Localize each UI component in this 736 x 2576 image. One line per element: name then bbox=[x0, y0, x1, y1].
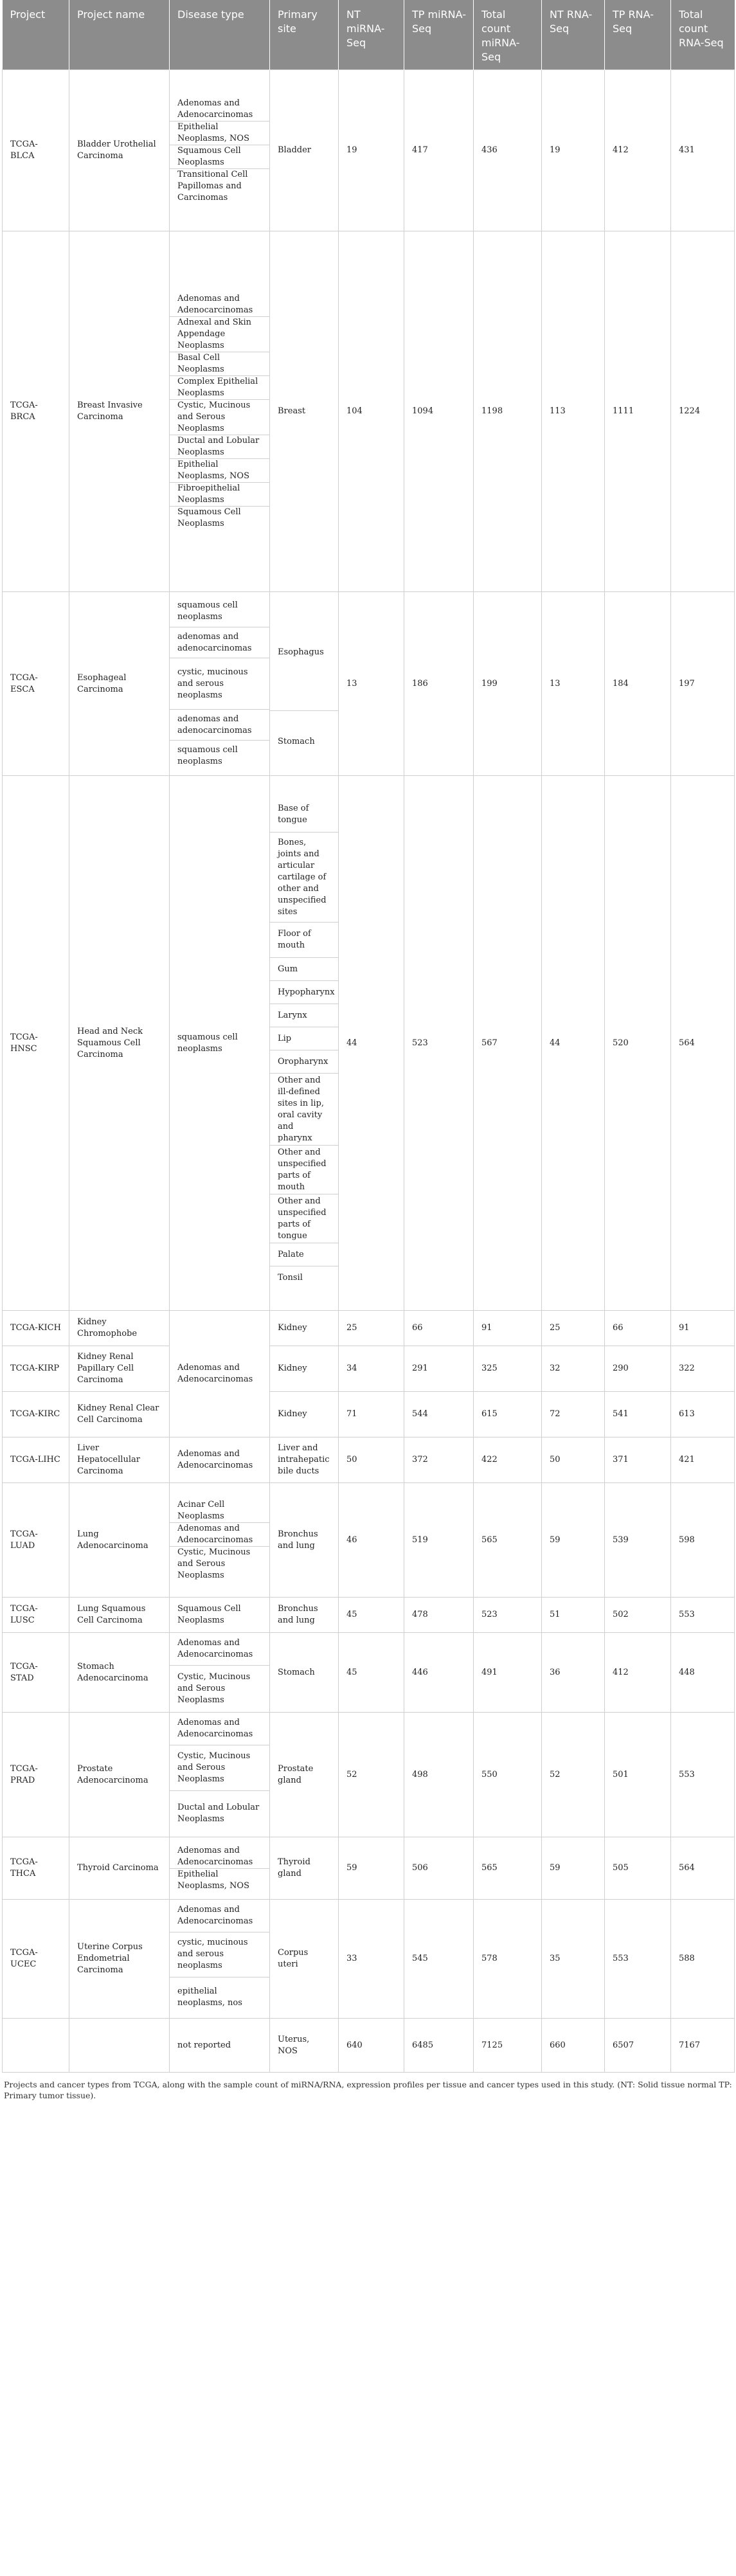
cell-project-name: Head and Neck Squamous Cell Carcinoma bbox=[69, 776, 170, 1311]
cell-total-mirna: 1198 bbox=[474, 231, 542, 592]
cell-nt-rna: 113 bbox=[542, 231, 605, 592]
site-item: Other and ill-defined sites in lip, oral cavity and pharynx bbox=[270, 1074, 338, 1146]
cell-disease-list bbox=[170, 1713, 270, 1837]
cell-primary-site: Stomach bbox=[270, 1633, 339, 1713]
cell-total-tp-rna: 6507 bbox=[605, 2019, 671, 2073]
cell-nt-rna: 50 bbox=[542, 1437, 605, 1483]
cell-total-rna: 588 bbox=[671, 1900, 735, 2019]
cell-tp-mirna: 544 bbox=[404, 1392, 474, 1437]
cell-project: TCGA-LUSC bbox=[3, 1598, 69, 1633]
table-row-kirc bbox=[3, 1392, 735, 1437]
cell-total-mirna: 91 bbox=[474, 1311, 542, 1346]
site-item: Base of tongue bbox=[270, 797, 338, 833]
cell-project: TCGA-UCEC bbox=[3, 1900, 69, 2019]
cell-nt-rna: 19 bbox=[542, 70, 605, 231]
cell-nt-mirna: 52 bbox=[339, 1713, 404, 1837]
cell-project-name: Liver Hepatocellular Carcinoma bbox=[69, 1437, 170, 1483]
site-item: Palate bbox=[270, 1243, 338, 1266]
disease-item: Basal Cell Neoplasms bbox=[170, 352, 269, 376]
cell-tp-mirna: 446 bbox=[404, 1633, 474, 1713]
cell-total-mirna: 199 bbox=[474, 592, 542, 776]
cell-project: TCGA-THCA bbox=[3, 1837, 69, 1900]
cell-tp-rna: 520 bbox=[605, 776, 671, 1311]
cell-disease-type: not reported bbox=[170, 2019, 270, 2073]
disease-item: Complex Epithelial Neoplasms bbox=[170, 376, 269, 400]
cell-tp-mirna: 186 bbox=[404, 592, 474, 776]
cell-primary-site: Liver and intrahepatic bile ducts bbox=[270, 1437, 339, 1483]
disease-item: cystic, mucinous and serous neoplasms bbox=[170, 658, 269, 710]
cell-tp-rna: 290 bbox=[605, 1346, 671, 1392]
cell-project: TCGA-LIHC bbox=[3, 1437, 69, 1483]
cell-tp-rna: 502 bbox=[605, 1598, 671, 1633]
cell-total-mirna: 436 bbox=[474, 70, 542, 231]
header-total-mirna: Total count miRNA-Seq bbox=[474, 0, 542, 70]
cell-total-rna: 91 bbox=[671, 1311, 735, 1346]
cell-nt-rna: 36 bbox=[542, 1633, 605, 1713]
table-row-lihc bbox=[3, 1437, 735, 1483]
cell-total-rna: 553 bbox=[671, 1713, 735, 1837]
table-row-lusc bbox=[3, 1598, 735, 1633]
cell-primary-site-list bbox=[270, 776, 339, 1311]
cell-nt-mirna: 59 bbox=[339, 1837, 404, 1900]
cell-primary-site: Breast bbox=[270, 231, 339, 592]
cell-total-rna: 613 bbox=[671, 1392, 735, 1437]
cell-tp-mirna: 372 bbox=[404, 1437, 474, 1483]
cell-tp-rna: 371 bbox=[605, 1437, 671, 1483]
cell-nt-mirna: 50 bbox=[339, 1437, 404, 1483]
disease-item: squamous cell neoplasms bbox=[177, 744, 238, 766]
cell-project: TCGA-BRCA bbox=[3, 231, 69, 592]
cell-tp-mirna: 291 bbox=[404, 1346, 474, 1392]
cell-project: TCGA-KIRC bbox=[3, 1392, 69, 1437]
cell-total-mirna: 565 bbox=[474, 1837, 542, 1900]
cell-disease-list bbox=[170, 1900, 270, 2019]
cell-total-rna: 197 bbox=[671, 592, 735, 776]
cell-project-name: Kidney Chromophobe bbox=[69, 1311, 170, 1346]
cell-nt-mirna: 34 bbox=[339, 1346, 404, 1392]
cell-disease-type: squamous cell neoplasms bbox=[170, 776, 270, 1311]
site-item: Hypopharynx bbox=[270, 981, 338, 1004]
disease-item: Epithelial Neoplasms, NOS bbox=[177, 1869, 249, 1891]
cell-disease-type: Squamous Cell Neoplasms bbox=[170, 1598, 270, 1633]
cell-total-rna: 431 bbox=[671, 70, 735, 231]
header-nt-rna: NT RNA-Seq bbox=[542, 0, 605, 70]
table-row-stad bbox=[3, 1633, 735, 1713]
disease-item: Squamous Cell Neoplasms bbox=[177, 507, 241, 528]
table-row-blca bbox=[3, 70, 735, 231]
cell-total-tp-mirna: 6485 bbox=[404, 2019, 474, 2073]
cell-primary-site: Uterus, NOS bbox=[270, 2019, 339, 2073]
cell-total-rna: 421 bbox=[671, 1437, 735, 1483]
header-tp-rna: TP RNA-Seq bbox=[605, 0, 671, 70]
cell-total-total-mirna: 7125 bbox=[474, 2019, 542, 2073]
cell-project-name: Bladder Urothelial Carcinoma bbox=[69, 70, 170, 231]
cell-total-nt-rna: 660 bbox=[542, 2019, 605, 2073]
disease-item: Adnexal and Skin Appendage Neoplasms bbox=[170, 317, 269, 352]
cell-total-rna: 564 bbox=[671, 776, 735, 1311]
cell-primary-site: Thyroid gland bbox=[270, 1837, 339, 1900]
cell-total-nt-mirna: 640 bbox=[339, 2019, 404, 2073]
cell-disease-list bbox=[170, 1633, 270, 1713]
cell-nt-mirna: 25 bbox=[339, 1311, 404, 1346]
cell-primary-site: Bronchus and lung bbox=[270, 1598, 339, 1633]
disease-item: epithelial neoplasms, nos bbox=[177, 1986, 242, 2008]
disease-item: Adenomas and Adenocarcinomas bbox=[170, 293, 269, 317]
cell-total-mirna: 325 bbox=[474, 1346, 542, 1392]
cell-tp-mirna: 66 bbox=[404, 1311, 474, 1346]
site-item: Bones, joints and articular cartilage of other and unspecified sites bbox=[270, 833, 338, 923]
cell-tp-mirna: 478 bbox=[404, 1598, 474, 1633]
cell-tp-rna: 66 bbox=[605, 1311, 671, 1346]
disease-item: squamous cell neoplasms bbox=[170, 597, 269, 627]
cell-tp-rna: 539 bbox=[605, 1483, 671, 1598]
disease-item: Epithelial Neoplasms, NOS bbox=[170, 459, 269, 483]
table-row-totals bbox=[3, 2019, 735, 2073]
cell-disease-list bbox=[170, 1483, 270, 1598]
header-project: Project bbox=[3, 0, 69, 70]
disease-item: Adenomas and Adenocarcinomas bbox=[170, 1713, 269, 1745]
cell-tp-mirna: 417 bbox=[404, 70, 474, 231]
cell-primary-site: Bladder bbox=[270, 70, 339, 231]
disease-item: Adenomas and Adenocarcinomas bbox=[170, 1633, 269, 1665]
cell-disease-type: Adenomas and Adenocarcinomas bbox=[170, 1437, 270, 1483]
cell-tp-mirna: 498 bbox=[404, 1713, 474, 1837]
cell-project: TCGA-LUAD bbox=[3, 1483, 69, 1598]
table-row-esca bbox=[3, 592, 735, 776]
cell-total-rna: 598 bbox=[671, 1483, 735, 1598]
cell-total-mirna: 567 bbox=[474, 776, 542, 1311]
cell-project-name: Prostate Adenocarcinoma bbox=[69, 1713, 170, 1837]
table-caption: Projects and cancer types from TCGA, along with the sample count of miRNA/RNA, expression profiles per tissue and cancer types used in this study. (NT: Solid tissue normal TP: Primary tumor tissue). bbox=[4, 2080, 732, 2100]
cell-project bbox=[3, 2019, 69, 2073]
disease-item: Adenomas and Adenocarcinomas bbox=[170, 1845, 269, 1869]
cell-primary-site: Corpus uteri bbox=[270, 1900, 339, 2019]
table-row-kirp bbox=[3, 1346, 735, 1392]
cell-primary-site-list bbox=[270, 592, 339, 776]
cell-project-name: Lung Squamous Cell Carcinoma bbox=[69, 1598, 170, 1633]
cell-nt-mirna: 44 bbox=[339, 776, 404, 1311]
disease-item: Cystic, Mucinous and Serous Neoplasms bbox=[170, 1745, 269, 1790]
cell-total-mirna: 578 bbox=[474, 1900, 542, 2019]
cell-total-total-rna: 7167 bbox=[671, 2019, 735, 2073]
cell-total-rna: 322 bbox=[671, 1346, 735, 1392]
cell-tp-rna: 553 bbox=[605, 1900, 671, 2019]
cell-disease-type: Adenomas and Adenocarcinomas bbox=[170, 1311, 270, 1437]
disease-item: Ductal and Lobular Neoplasms bbox=[177, 1803, 260, 1824]
site-item: Esophagus bbox=[270, 595, 338, 711]
cell-tp-rna: 412 bbox=[605, 1633, 671, 1713]
cell-project: TCGA-STAD bbox=[3, 1633, 69, 1713]
cell-disease-list bbox=[170, 70, 270, 231]
disease-item: Adenomas and Adenocarcinomas bbox=[170, 98, 269, 122]
site-item: Tonsil bbox=[278, 1272, 303, 1283]
header-nt-mirna: NT miRNA-Seq bbox=[339, 0, 404, 70]
cell-project: TCGA-KICH bbox=[3, 1311, 69, 1346]
cell-total-rna: 1224 bbox=[671, 231, 735, 592]
cell-project-name: Kidney Renal Clear Cell Carcinoma bbox=[69, 1392, 170, 1437]
site-item: Oropharynx bbox=[270, 1050, 338, 1074]
disease-item: Epithelial Neoplasms, NOS bbox=[170, 121, 269, 145]
cell-total-rna: 553 bbox=[671, 1598, 735, 1633]
cell-total-mirna: 550 bbox=[474, 1713, 542, 1837]
disease-item: Acinar Cell Neoplasms bbox=[170, 1499, 269, 1523]
cell-nt-mirna: 13 bbox=[339, 592, 404, 776]
table-row-luad bbox=[3, 1483, 735, 1598]
site-item: Stomach bbox=[278, 736, 315, 746]
cell-tp-rna: 1111 bbox=[605, 231, 671, 592]
cell-nt-rna: 25 bbox=[542, 1311, 605, 1346]
site-item: Lip bbox=[270, 1027, 338, 1050]
disease-item: Cystic, Mucinous and Serous Neoplasms bbox=[170, 400, 269, 435]
cell-nt-rna: 32 bbox=[542, 1346, 605, 1392]
table-row-thca bbox=[3, 1837, 735, 1900]
cell-primary-site: Kidney bbox=[270, 1311, 339, 1346]
cell-nt-mirna: 33 bbox=[339, 1900, 404, 2019]
header-tp-mirna: TP miRNA-Seq bbox=[404, 0, 474, 70]
table-row-ucec bbox=[3, 1900, 735, 2019]
cell-project-name bbox=[69, 2019, 170, 2073]
cell-nt-mirna: 46 bbox=[339, 1483, 404, 1598]
cell-project-name: Breast Invasive Carcinoma bbox=[69, 231, 170, 592]
cell-tp-mirna: 519 bbox=[404, 1483, 474, 1598]
cell-nt-rna: 13 bbox=[542, 592, 605, 776]
cell-tp-rna: 412 bbox=[605, 70, 671, 231]
disease-item: Cystic, Mucinous and Serous Neoplasms bbox=[177, 1671, 251, 1705]
table-row-brca bbox=[3, 231, 735, 592]
cell-disease-list bbox=[170, 231, 270, 592]
cell-tp-mirna: 523 bbox=[404, 776, 474, 1311]
cell-project: TCGA-BLCA bbox=[3, 70, 69, 231]
cell-project: TCGA-HNSC bbox=[3, 776, 69, 1311]
cell-tp-rna: 505 bbox=[605, 1837, 671, 1900]
cell-nt-rna: 59 bbox=[542, 1837, 605, 1900]
cell-total-mirna: 422 bbox=[474, 1437, 542, 1483]
disease-item: Ductal and Lobular Neoplasms bbox=[170, 435, 269, 459]
disease-item: Adenomas and Adenocarcinomas bbox=[170, 1900, 269, 1932]
disease-item: adenomas and adenocarcinomas bbox=[170, 627, 269, 658]
cell-tp-rna: 501 bbox=[605, 1713, 671, 1837]
cell-total-rna: 564 bbox=[671, 1837, 735, 1900]
cell-disease-list bbox=[170, 592, 270, 776]
cell-project-name: Lung Adenocarcinoma bbox=[69, 1483, 170, 1598]
data-table bbox=[2, 0, 735, 2073]
site-item: Gum bbox=[270, 958, 338, 981]
cell-project-name: Kidney Renal Papillary Cell Carcinoma bbox=[69, 1346, 170, 1392]
cell-tp-rna: 541 bbox=[605, 1392, 671, 1437]
cell-nt-mirna: 45 bbox=[339, 1633, 404, 1713]
header-row bbox=[3, 0, 735, 70]
cell-nt-mirna: 19 bbox=[339, 70, 404, 231]
cell-total-mirna: 523 bbox=[474, 1598, 542, 1633]
cell-total-mirna: 491 bbox=[474, 1633, 542, 1713]
cell-primary-site: Kidney bbox=[270, 1346, 339, 1392]
disease-item: Transitional Cell Papillomas and Carcinomas bbox=[177, 169, 248, 203]
table-row-hnsc bbox=[3, 776, 735, 1311]
table-row-kich bbox=[3, 1311, 735, 1346]
cell-project-name: Stomach Adenocarcinoma bbox=[69, 1633, 170, 1713]
cell-primary-site: Kidney bbox=[270, 1392, 339, 1437]
cell-total-mirna: 615 bbox=[474, 1392, 542, 1437]
disease-item: cystic, mucinous and serous neoplasms bbox=[170, 1932, 269, 1977]
disease-item: Squamous Cell Neoplasms bbox=[170, 145, 269, 168]
cell-nt-mirna: 104 bbox=[339, 231, 404, 592]
cell-primary-site: Bronchus and lung bbox=[270, 1483, 339, 1598]
cell-nt-rna: 51 bbox=[542, 1598, 605, 1633]
cell-nt-mirna: 45 bbox=[339, 1598, 404, 1633]
cell-nt-rna: 44 bbox=[542, 776, 605, 1311]
site-item: Floor of mouth bbox=[270, 923, 338, 958]
cell-nt-rna: 59 bbox=[542, 1483, 605, 1598]
site-item: Larynx bbox=[270, 1004, 338, 1027]
site-item: Other and unspecified parts of mouth bbox=[270, 1146, 338, 1194]
cell-primary-site: Prostate gland bbox=[270, 1713, 339, 1837]
cell-project-name: Uterine Corpus Endometrial Carcinoma bbox=[69, 1900, 170, 2019]
header-primary-site: Primary site bbox=[270, 0, 339, 70]
cell-project-name: Thyroid Carcinoma bbox=[69, 1837, 170, 1900]
disease-item: adenomas and adenocarcinomas bbox=[170, 710, 269, 741]
cell-project: TCGA-PRAD bbox=[3, 1713, 69, 1837]
cell-project: TCGA-ESCA bbox=[3, 592, 69, 776]
cell-tp-mirna: 1094 bbox=[404, 231, 474, 592]
cell-tp-rna: 184 bbox=[605, 592, 671, 776]
cell-total-rna: 448 bbox=[671, 1633, 735, 1713]
cell-nt-rna: 72 bbox=[542, 1392, 605, 1437]
header-disease-type: Disease type bbox=[170, 0, 270, 70]
header-project-name: Project name bbox=[69, 0, 170, 70]
disease-item: Adenomas and Adenocarcinomas bbox=[170, 1522, 269, 1546]
cell-project-name: Esophageal Carcinoma bbox=[69, 592, 170, 776]
cell-tp-mirna: 506 bbox=[404, 1837, 474, 1900]
disease-item: Cystic, Mucinous and Serous Neoplasms bbox=[177, 1547, 251, 1580]
disease-item: Fibroepithelial Neoplasms bbox=[170, 483, 269, 507]
cell-nt-rna: 52 bbox=[542, 1713, 605, 1837]
cell-disease-list bbox=[170, 1837, 270, 1900]
table-row-prad bbox=[3, 1713, 735, 1837]
site-item: Other and unspecified parts of tongue bbox=[270, 1194, 338, 1243]
cell-total-mirna: 565 bbox=[474, 1483, 542, 1598]
cell-nt-rna: 35 bbox=[542, 1900, 605, 2019]
cell-nt-mirna: 71 bbox=[339, 1392, 404, 1437]
cell-project: TCGA-KIRP bbox=[3, 1346, 69, 1392]
header-total-rna: Total count RNA-Seq bbox=[671, 0, 735, 70]
cell-tp-mirna: 545 bbox=[404, 1900, 474, 2019]
